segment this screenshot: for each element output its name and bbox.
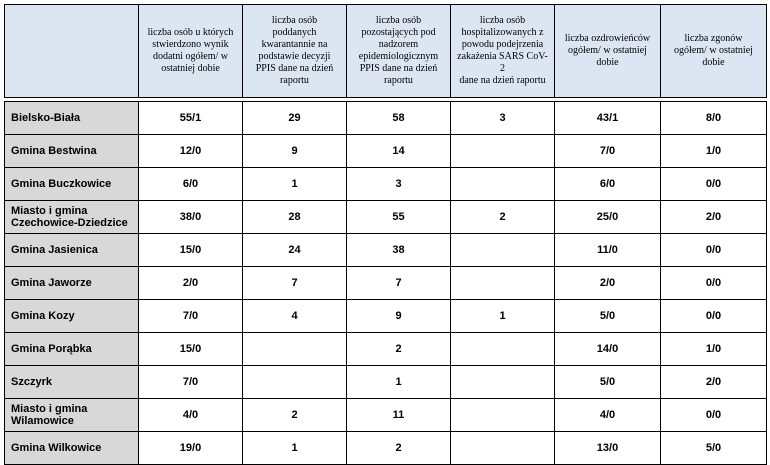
header-positive-cases: liczba osób u których stwierdzono wynik dodatni ogółem/ w ostatniej dobie [139, 5, 243, 98]
cell-deaths: 8/0 [661, 102, 767, 135]
cell-quarantine: 29 [243, 102, 347, 135]
cell-hospitalized [451, 432, 555, 465]
cell-recovered: 6/0 [555, 168, 661, 201]
cell-surveillance: 38 [347, 234, 451, 267]
cell-hospitalized [451, 333, 555, 366]
table-row [5, 366, 767, 399]
cell-quarantine: 9 [243, 135, 347, 168]
cell-positive: 19/0 [139, 432, 243, 465]
table-body [5, 102, 767, 465]
cell-deaths: 0/0 [661, 300, 767, 333]
row-name-cell: Gmina Jasienica [5, 234, 139, 267]
cell-hospitalized: 2 [451, 201, 555, 234]
header-quarantine: liczba osób poddanych kwarantannie na podstawie decyzji PPIS dane na dzień raportu [243, 5, 347, 98]
cell-deaths: 2/0 [661, 366, 767, 399]
cell-hospitalized [451, 135, 555, 168]
cell-hospitalized [451, 168, 555, 201]
cell-surveillance: 14 [347, 135, 451, 168]
table-row [5, 102, 767, 135]
table-row [5, 267, 767, 300]
cell-deaths: 1/0 [661, 333, 767, 366]
cell-recovered: 5/0 [555, 366, 661, 399]
cell-positive: 7/0 [139, 300, 243, 333]
cell-recovered: 7/0 [555, 135, 661, 168]
cell-hospitalized [451, 399, 555, 432]
cell-positive: 55/1 [139, 102, 243, 135]
cell-positive: 2/0 [139, 267, 243, 300]
cell-quarantine: 24 [243, 234, 347, 267]
cell-positive: 6/0 [139, 168, 243, 201]
cell-recovered: 4/0 [555, 399, 661, 432]
cell-hospitalized: 1 [451, 300, 555, 333]
cell-surveillance: 2 [347, 333, 451, 366]
cell-surveillance: 1 [347, 366, 451, 399]
cell-deaths: 0/0 [661, 267, 767, 300]
cell-quarantine: 1 [243, 168, 347, 201]
cell-surveillance: 11 [347, 399, 451, 432]
cell-deaths: 0/0 [661, 234, 767, 267]
table-row [5, 234, 767, 267]
cell-surveillance: 58 [347, 102, 451, 135]
cell-positive: 15/0 [139, 333, 243, 366]
row-name-cell: Gmina Porąbka [5, 333, 139, 366]
table-row [5, 333, 767, 366]
table-row [5, 168, 767, 201]
cell-recovered: 11/0 [555, 234, 661, 267]
row-name-cell: Miasto i gmina Wilamowice [5, 399, 139, 432]
cell-deaths: 0/0 [661, 399, 767, 432]
header-hospitalized: liczba osób hospitalizowanych z powodu podejrzenia zakażenia SARS CoV-2 dane na dzień raportu [451, 5, 555, 98]
cell-hospitalized [451, 267, 555, 300]
cell-surveillance: 7 [347, 267, 451, 300]
cell-hospitalized: 3 [451, 102, 555, 135]
header-recovered: liczba ozdrowieńców ogółem/ w ostatniej dobie [555, 5, 661, 98]
cell-surveillance: 55 [347, 201, 451, 234]
table-row [5, 201, 767, 234]
cell-deaths: 5/0 [661, 432, 767, 465]
cell-quarantine: 28 [243, 201, 347, 234]
header-deaths: liczba zgonów ogółem/ w ostatniej dobie [661, 5, 767, 98]
cell-deaths: 2/0 [661, 201, 767, 234]
cell-positive: 38/0 [139, 201, 243, 234]
cell-recovered: 43/1 [555, 102, 661, 135]
row-name-cell: Bielsko-Biała [5, 102, 139, 135]
cell-quarantine [243, 366, 347, 399]
row-name-cell: Miasto i gmina Czechowice-Dziedzice [5, 201, 139, 234]
cell-quarantine: 7 [243, 267, 347, 300]
cell-surveillance: 9 [347, 300, 451, 333]
cell-recovered: 25/0 [555, 201, 661, 234]
cell-quarantine: 4 [243, 300, 347, 333]
cell-recovered: 14/0 [555, 333, 661, 366]
table-row [5, 432, 767, 465]
cell-positive: 15/0 [139, 234, 243, 267]
header-corner [5, 5, 139, 98]
row-name-cell: Gmina Buczkowice [5, 168, 139, 201]
cell-positive: 4/0 [139, 399, 243, 432]
cell-quarantine: 2 [243, 399, 347, 432]
table-row [5, 135, 767, 168]
cell-hospitalized [451, 234, 555, 267]
cell-surveillance: 3 [347, 168, 451, 201]
row-name-cell: Gmina Jaworze [5, 267, 139, 300]
cell-recovered: 2/0 [555, 267, 661, 300]
header-surveillance: liczba osób pozostających pod nadzorem epidemiologicznym PPIS dane na dzień raportu [347, 5, 451, 98]
table-row [5, 300, 767, 333]
cell-surveillance: 2 [347, 432, 451, 465]
cell-quarantine [243, 333, 347, 366]
covid-stats-table [4, 4, 767, 465]
cell-positive: 7/0 [139, 366, 243, 399]
row-name-cell: Gmina Kozy [5, 300, 139, 333]
table-header [5, 5, 767, 102]
cell-deaths: 0/0 [661, 168, 767, 201]
row-name-cell: Szczyrk [5, 366, 139, 399]
row-name-cell: Gmina Wilkowice [5, 432, 139, 465]
cell-hospitalized [451, 366, 555, 399]
cell-positive: 12/0 [139, 135, 243, 168]
cell-recovered: 13/0 [555, 432, 661, 465]
cell-recovered: 5/0 [555, 300, 661, 333]
cell-quarantine: 1 [243, 432, 347, 465]
table-row [5, 399, 767, 432]
row-name-cell: Gmina Bestwina [5, 135, 139, 168]
cell-deaths: 1/0 [661, 135, 767, 168]
